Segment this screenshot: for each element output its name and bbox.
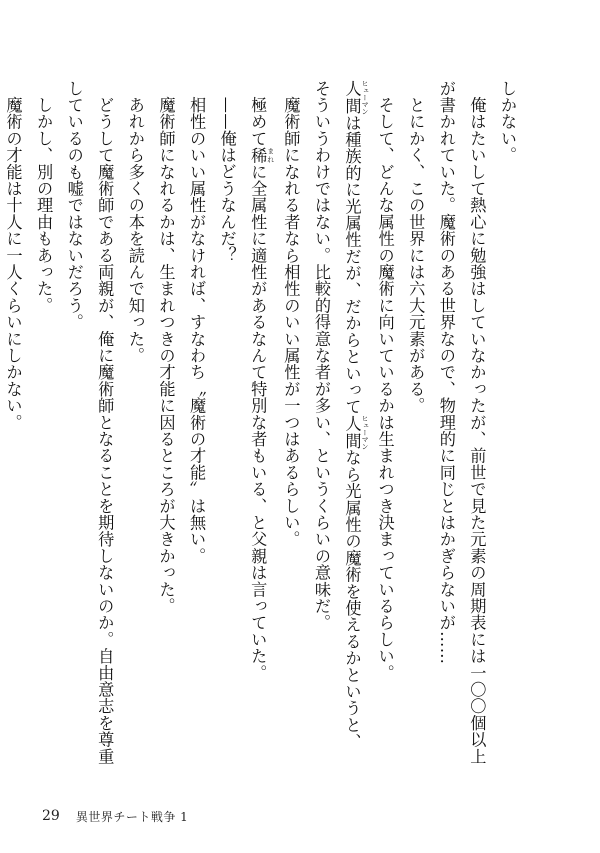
text-line: 魔術師になれるかは、生まれつきの才能に因るところが大きかった。 (156, 80, 176, 615)
text-segment: 極めて (248, 80, 268, 147)
text-segment: は種族的に光属性だが、だからといって (342, 114, 362, 416)
text-segment: なら光属性の魔術を使えるかというと、そういうわけではない。比較的得意な者が多い、というくらいの意味だ。 (311, 80, 362, 751)
text-line: そして、どんな属性の魔術に向いているかは生まれつき決まっているらしい。 (375, 80, 395, 682)
vertical-text-block (3, 80, 522, 765)
ruby-base: 稀 (248, 146, 268, 164)
text-line: とにかく、この世界には六大元素がある。 (406, 80, 426, 414)
ruby-reading: ヒューマン (361, 414, 370, 450)
text-line: ——俺はどうなんだ？ (217, 80, 237, 264)
text-line: 相性のいい属性がなければ、すなわち〝魔術の才能〟は無い。 (187, 80, 207, 565)
text-line (242, 80, 275, 765)
text-line: 魔術の才能は十人に一人くらいにしかない。 (3, 80, 23, 431)
ruby-reading: ヒューマン (361, 80, 370, 115)
ruby-word (342, 80, 370, 115)
text-line (305, 80, 369, 765)
page-number: 29 (42, 808, 60, 824)
running-title: 異世界チート戦争 1 (75, 809, 189, 824)
text-line: しかし、別の理由もあった。 (34, 80, 54, 314)
ruby-word (342, 414, 370, 450)
text-line: どうして魔術師である両親が、俺に魔術師となることを期待しないのか。自由意志を尊重しているのも嘘ではないだろう。 (64, 80, 115, 765)
text-line: しかない。 (498, 80, 517, 164)
text-line: 俺はたいして熱心に勉強はしていなかったが、前世で見た元素の周期表には一〇〇個以上が書かれていた。魔術のある世界なので、物理的に同じとはかぎらないが…… (436, 80, 487, 765)
text-segment: に全属性に適性があるなんて特別な者もいる、と父親は言っていた。 (248, 163, 268, 682)
ruby-reading: まれ (266, 146, 275, 164)
ruby-base: 人間 (342, 414, 362, 450)
text-line: 魔術師になれる者なら相性のいい属性が一つはあるらしい。 (281, 80, 301, 548)
text-line: あれから多くの本を読んで知った。 (125, 80, 145, 364)
page-footer (42, 805, 188, 827)
ruby-word (248, 146, 275, 164)
ruby-base: 人間 (342, 80, 362, 115)
